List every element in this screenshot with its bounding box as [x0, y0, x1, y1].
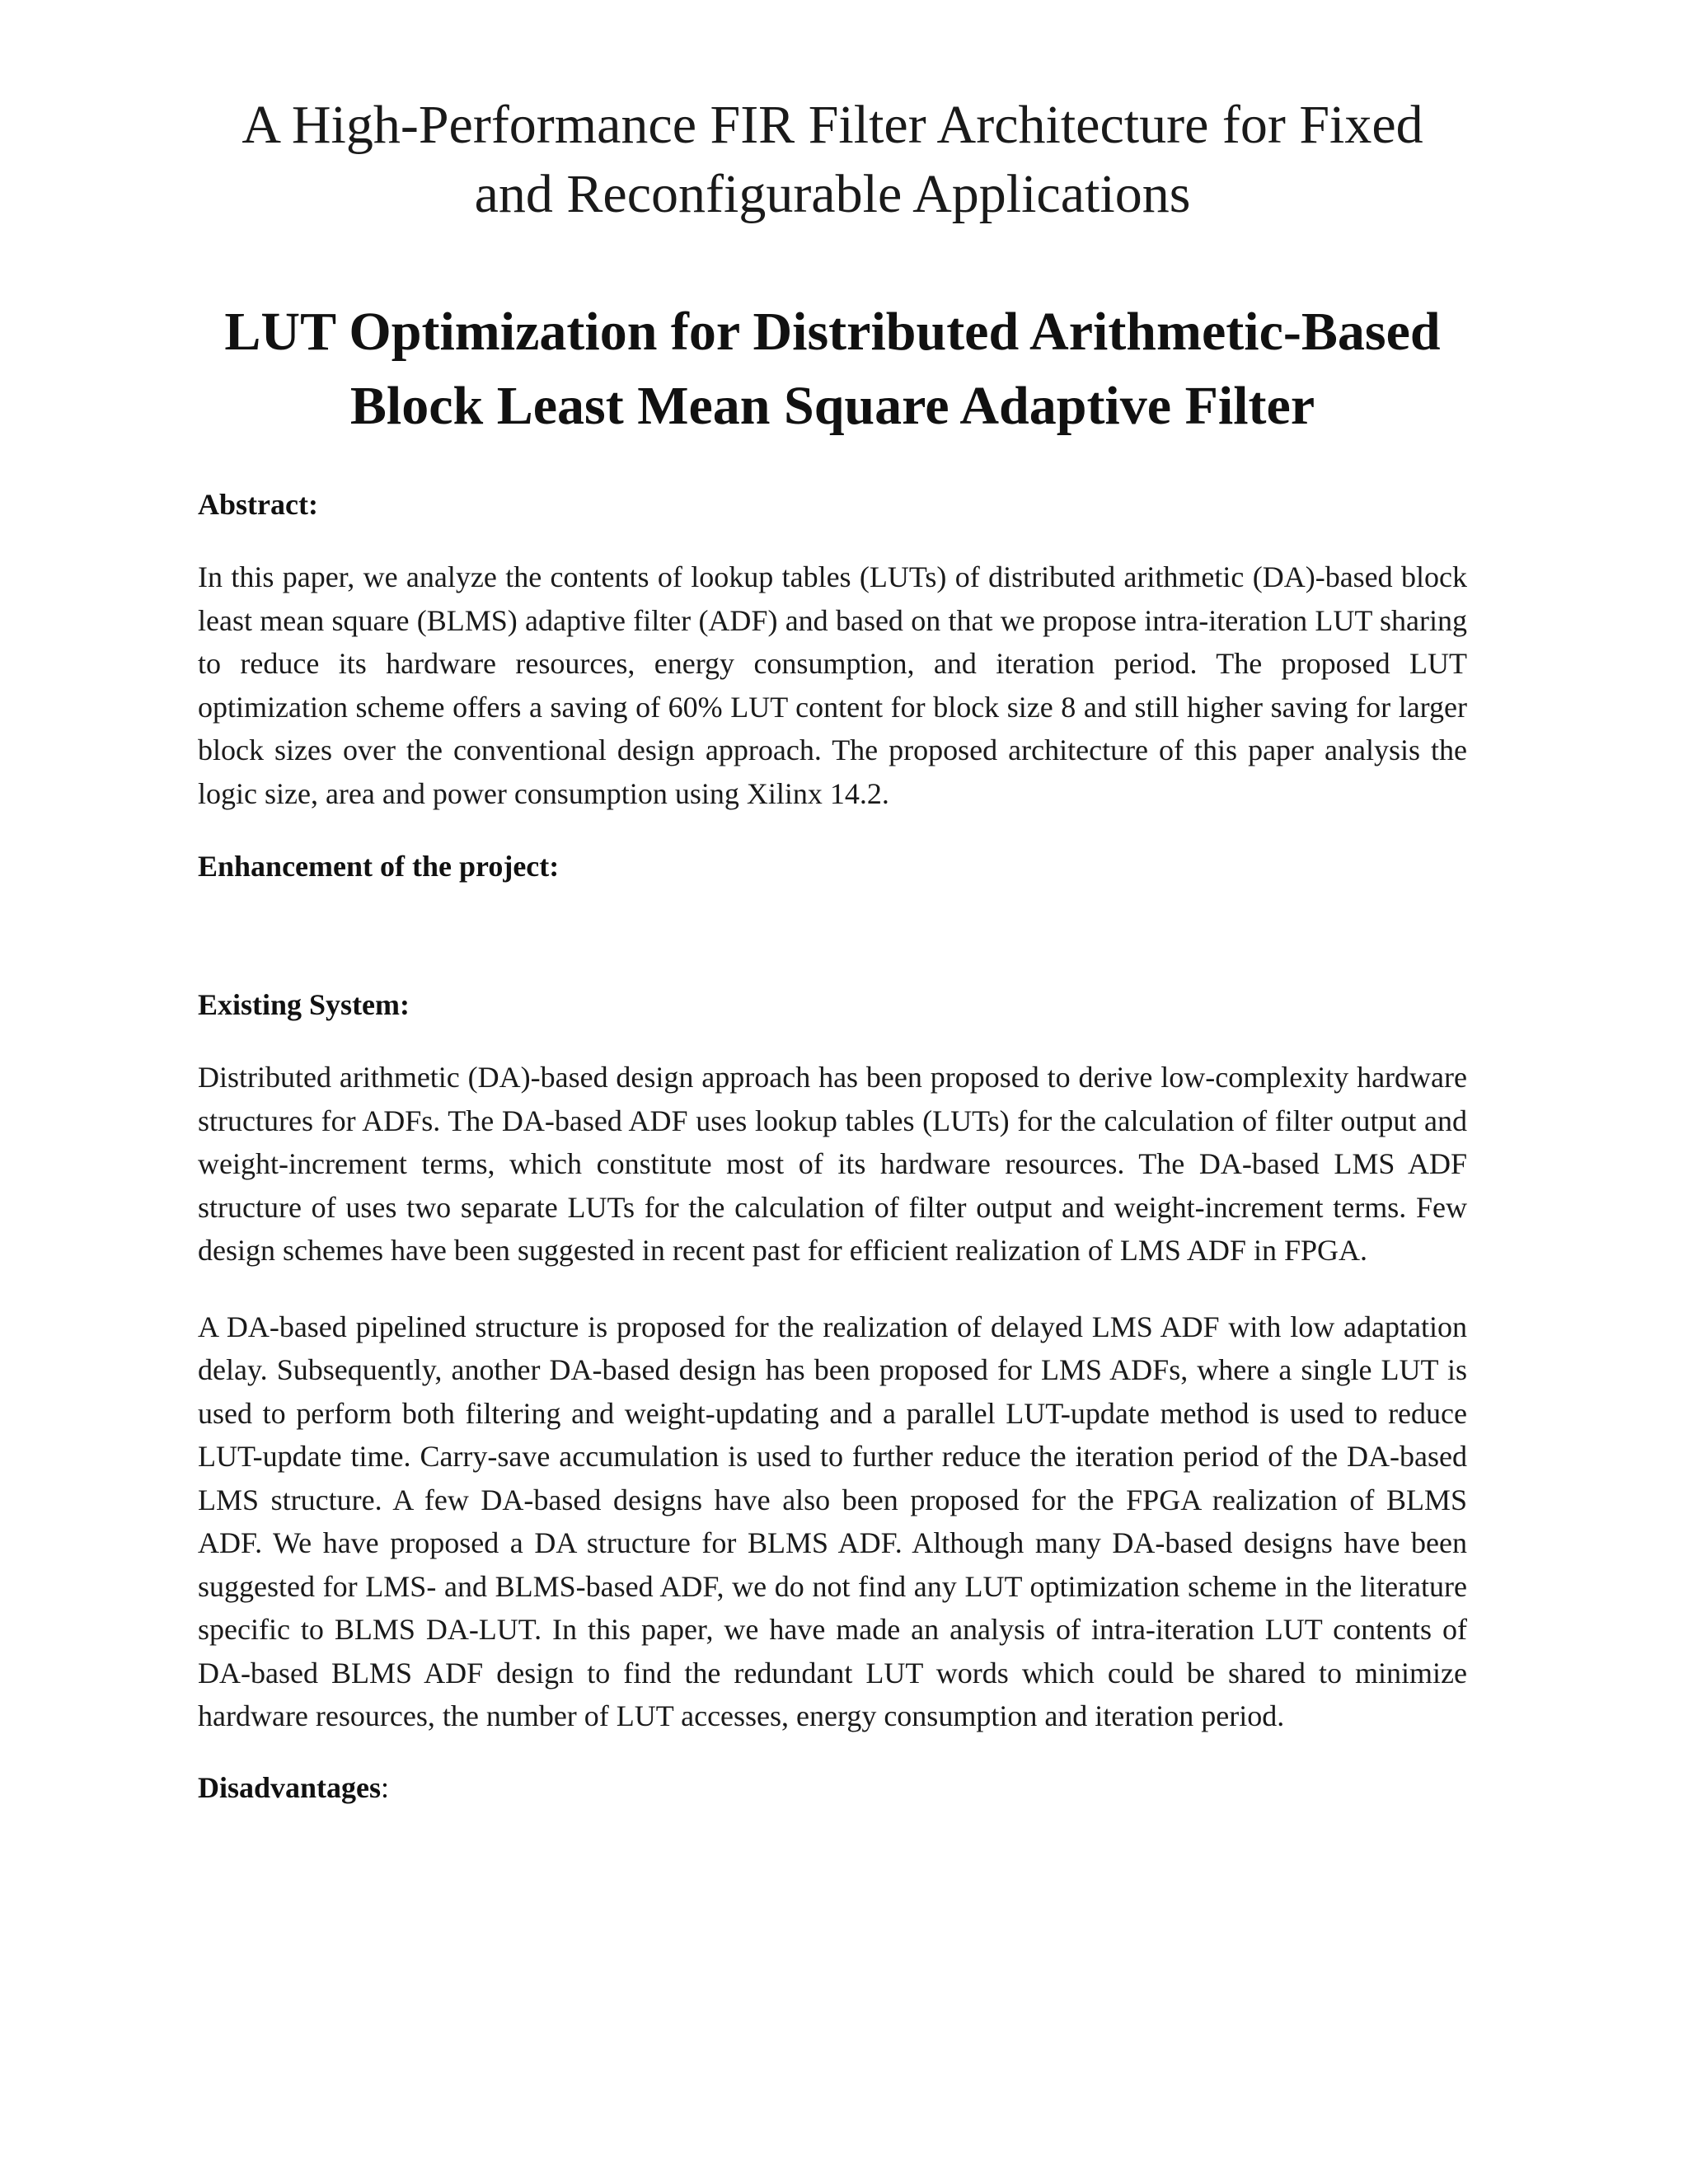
existing-system-paragraph-2: A DA-based pipelined structure is proposed for the realization of delayed LMS ADF with low adaptation delay. Subsequently, another DA-based design has been proposed for LMS ADFs, where a single LUT is used to perform both filtering and weight-updating and a parallel LUT-update method is used to reduce LUT-update time. Carry-save accumulation is used to further reduce the iteration period of the DA-based LMS structure. A few DA-based designs have also been proposed for the FPGA realization of BLMS ADF. We have proposed a DA structure for BLMS ADF. Although many DA-based designs have been suggested for LMS- and BLMS-based ADF, we do not find any LUT optimization scheme in the literature specific to BLMS DA-LUT. In this paper, we have made an analysis of intra-iteration LUT contents of DA-based BLMS ADF design to find the redundant LUT words which could be shared to minimize hardware resources, the number of LUT accesses, energy consumption and iteration period. — [198, 1310, 1467, 1732]
existing-system-paragraph-1: Distributed arithmetic (DA)-based design approach has been proposed to derive low-complexity hardware structures for ADFs. The DA-based ADF uses lookup tables (LUTs) for the calculation of filter output and weight-increment terms, which constitute most of its hardware resources. The DA-based LMS ADF structure of uses two separate LUTs for the calculation of filter output and weight-increment terms. Few design schemes have been suggested in recent past for efficient realization of LMS ADF in FPGA. — [198, 1061, 1467, 1267]
abstract-text: In this paper, we analyze the contents of lookup tables (LUTs) of distributed arithmetic (DA)-based block least mean square (BLMS) adaptive filter (ADF) and based on that we propose intra-iteration LUT sharing to reduce its hardware resources, energy consumption, and iteration period. The proposed LUT optimization scheme offers a saving of 60% LUT content for block size 8 and still higher saving for larger block sizes over the conventional design approach. The proposed architecture of this paper analysis the logic size, area and power consumption using Xilinx 14.2. — [198, 560, 1467, 810]
disadvantages-heading — [198, 1769, 1467, 1806]
document-subtitle: LUT Optimization for Distributed Arithmetic-Based Block Least Mean Square Adaptive Filter — [224, 302, 1441, 436]
disadvantages-heading-text: Disadvantages — [198, 1770, 382, 1804]
abstract-heading: Abstract: — [198, 488, 318, 521]
enhancement-heading: Enhancement of the project: — [198, 850, 560, 883]
disadvantages-heading-colon: : — [381, 1770, 390, 1804]
document-title: A High-Performance FIR Filter Architecture for Fixed and Reconfigurable Applications — [241, 95, 1423, 224]
existing-system-heading: Existing System: — [198, 988, 410, 1021]
document-page — [198, 91, 1467, 1806]
